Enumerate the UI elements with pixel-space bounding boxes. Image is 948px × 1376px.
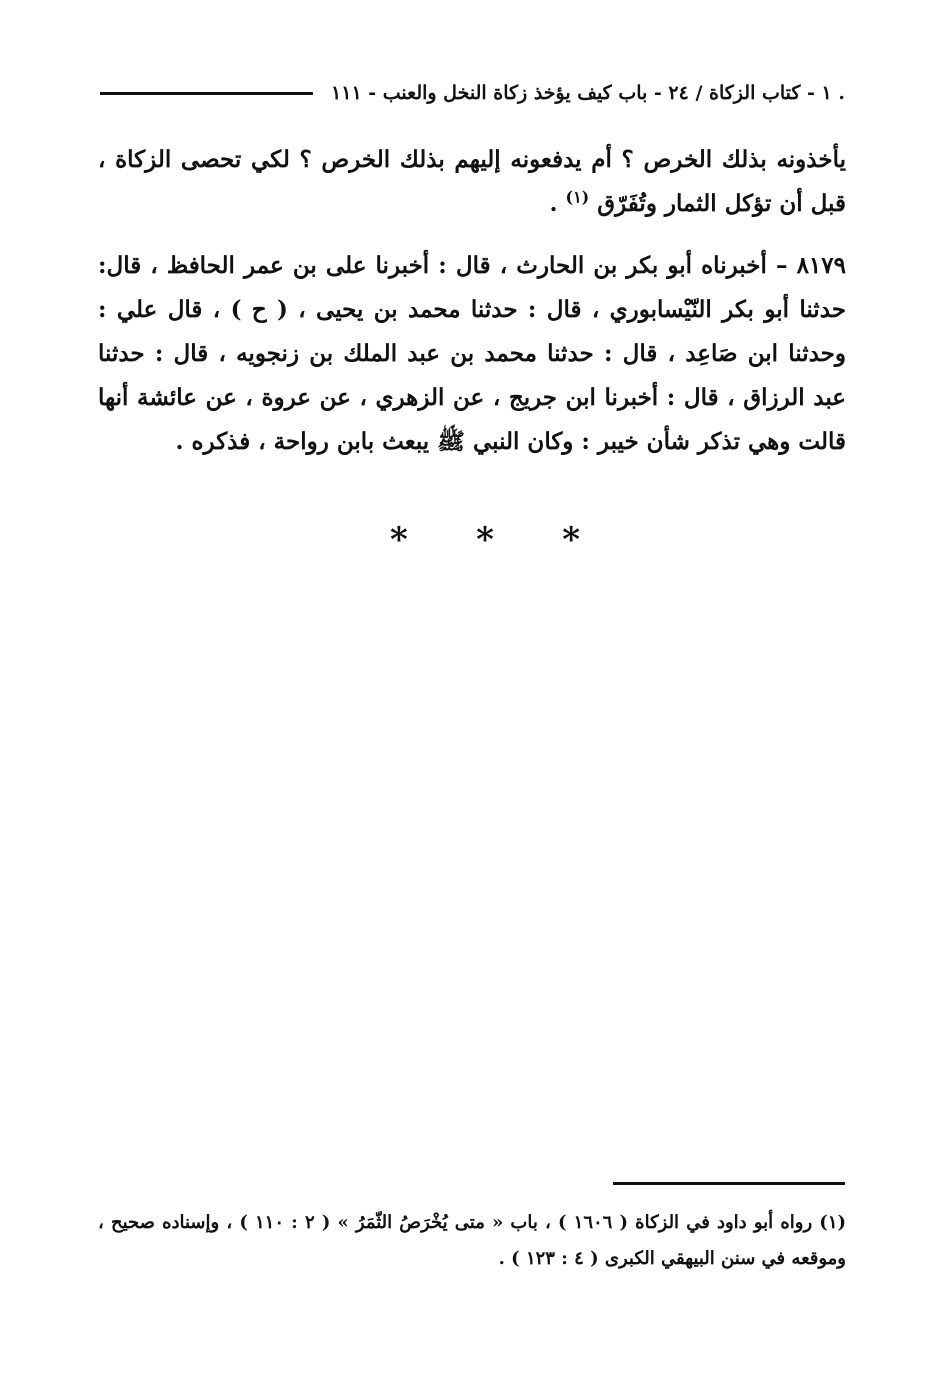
paragraph-continuation-end: . bbox=[549, 190, 566, 217]
separator-star: * bbox=[390, 520, 408, 560]
hadith-text: – أخبرناه أبو بكر بن الحارث ، قال : أخبرنا على بن عمر الحافظ ، قال: حدثنا أبو بكر النّيْسابوري ، قال : حدثنا محمد بن يحيى ، ( ح ) ، قال علي : وحدثنا ابن صَاعِد ، قال : حدثنا محمد بن عبد الملك بن زنجويه ، قال : حدثنا عبد الرزاق ، قال : أخبرنا ابن جريج ، عن الزهري ، عن عروة ، عن عائشة أنها قالت وهي تذكر شأن خيبر : وكان النبي ﷺ يبعث بابن رواحة ، فذكره . bbox=[98, 252, 846, 455]
main-text bbox=[98, 138, 846, 464]
running-title: . ١ - كتاب الزكاة / ٢٤ - باب كيف يؤخذ زكاة النخل والعنب - ١١١ bbox=[331, 82, 845, 104]
paragraph-continuation-text: يأخذونه بذلك الخرص ؟ أم يدفعونه إليهم بذلك الخرص ؟ لكي تحصى الزكاة ، قبل أن تؤكل الثمار وتُفَرّق bbox=[98, 146, 846, 217]
paragraph-continuation bbox=[98, 138, 846, 226]
running-header bbox=[100, 76, 845, 110]
hadith-number: ٨١٧٩ bbox=[796, 252, 846, 279]
separator-star: * bbox=[476, 520, 494, 560]
footnote-reference[interactable]: (١) bbox=[565, 187, 590, 207]
separator-star: * bbox=[562, 520, 580, 560]
header-rule bbox=[100, 92, 313, 95]
section-separator bbox=[390, 520, 580, 560]
hadith-paragraph bbox=[98, 244, 846, 464]
footnotes bbox=[98, 1205, 846, 1277]
footnote-1: (١) رواه أبو داود في الزكاة ( ١٦٠٦ ) ، باب « متى يُخْرَصُ الثّمَرُ » ( ٢ : ١١٠ ) ، وإسناده صحيح ، وموقعه في سنن البيهقي الكبرى ( ٤ : ١٢٣ ) . bbox=[98, 1212, 847, 1269]
footnote-rule bbox=[613, 1182, 845, 1185]
